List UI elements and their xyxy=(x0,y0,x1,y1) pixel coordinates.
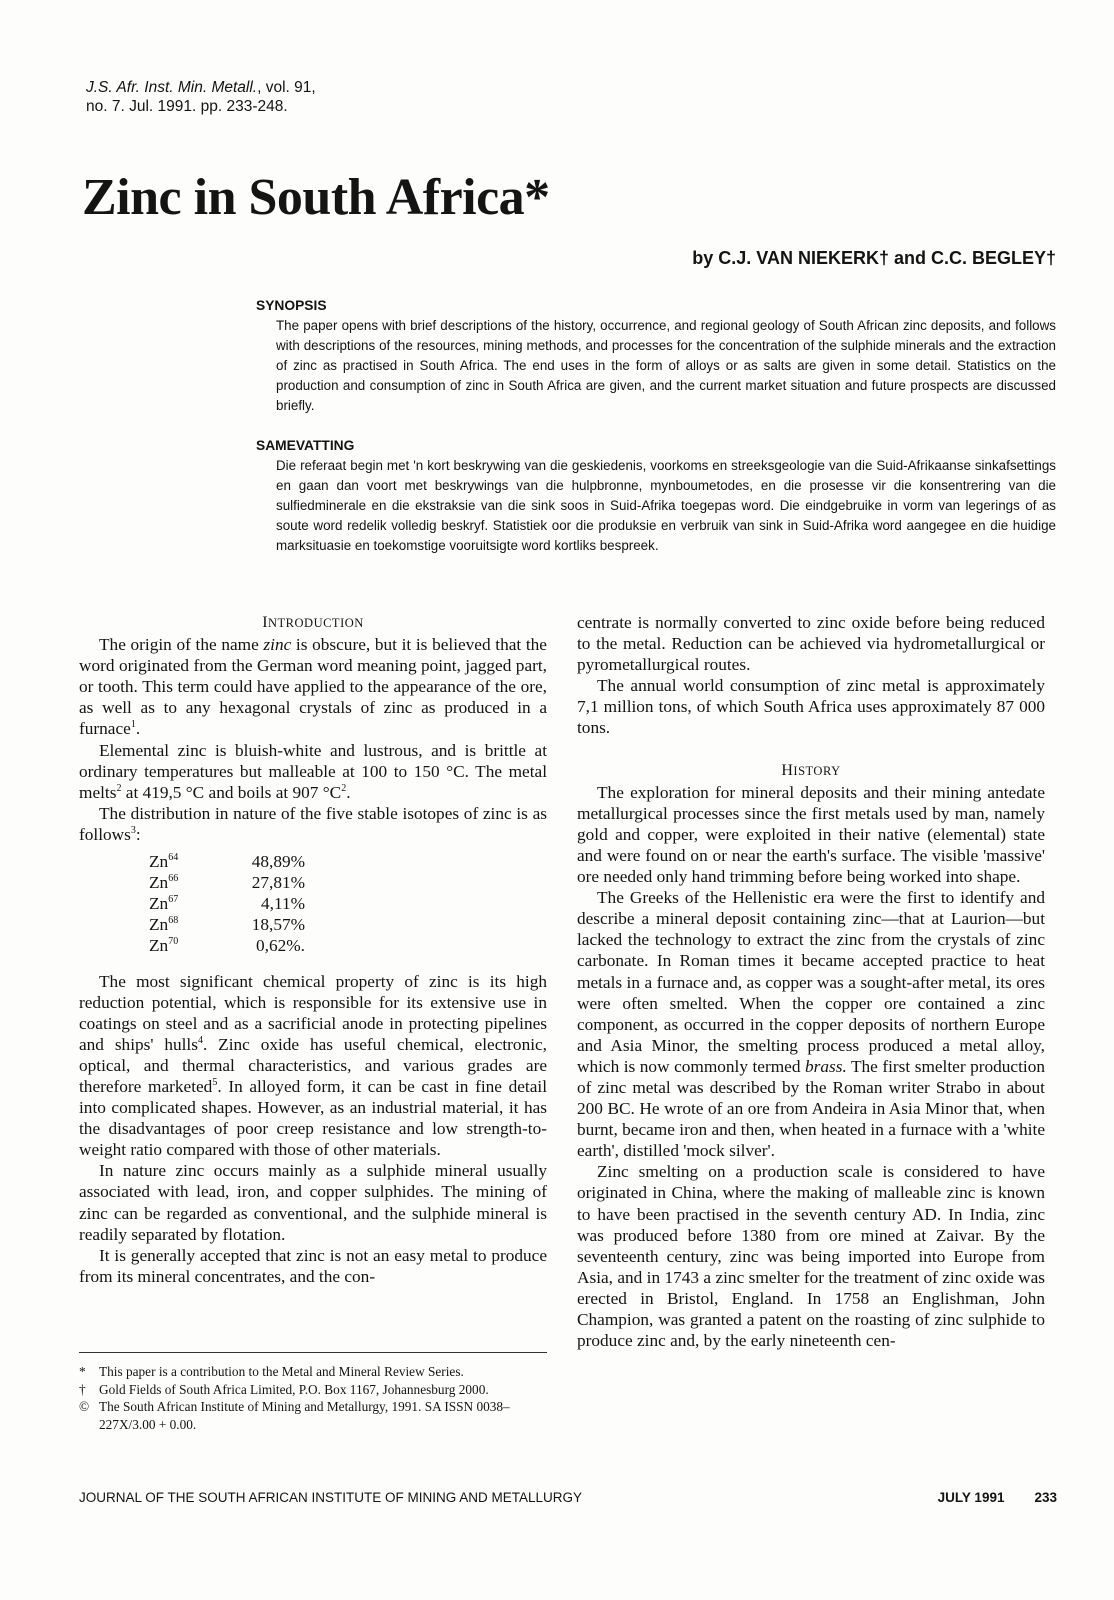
intro-paragraph-3: The distribution in nature of the five stable isotopes of zinc is as follows$^3$: xyxy=(79,803,547,844)
reference-marker: 2 xyxy=(341,782,347,794)
synopsis-text: The paper opens with brief descriptions of the history, occurrence, and regional geology of South African zinc deposits, and follows with descriptions of the resources, mining methods, and processes for the concentration of the sulphide minerals and the extraction of zinc as practised in South Africa. The end uses in the form of alloys or as salts are given in some detail. Statistics on the production and consumption of zinc in South Africa are given, and the current market situation and future prospects are discussed briefly. xyxy=(276,318,1056,413)
footer-right xyxy=(908,1490,1057,1505)
samevatting-text: Die referaat begin met 'n kort beskrywing van die geskiedenis, voorkoms en streeksgeologie van die Suid-Afrikaanse sinkafsettings en gaan dan voort met beskrywings van die hulpbronne, mynboumetodes, en die prosesse vir die konsentrering van die sulfiedminerale en die ekstraksie van die sink soos in Suid-Afrika toegepas word. Die eindgebruike in vorm van legerings of as soute word redelik volledig beskryf. Statistiek oor die produksie en verbruik van sink in Suid-Afrika word aangegee en die huidige marksituasie en toekomstige vooruitsigte word kortliks bespreek. xyxy=(276,458,1056,553)
isotope-row xyxy=(149,893,305,914)
history-paragraph-3: Zinc smelting on a production scale is considered to have originated in China, where the making of malleable zinc is known to have been practised in the seventh century AD. In India, zinc was produced before 1380 from ore mined at Zaivar. By the seventeenth century, zinc was being imported into Europe from Asia, and in 1743 a zinc smelter for the treatment of zinc oxide was erected in Bristol, England. In 1758 an Englishman, John Champion, was granted a patent on the roasting of zinc sulphide to produce zinc and, by the early nineteenth cen- xyxy=(577,1162,1045,1351)
footnote-text: Gold Fields of South Africa Limited, P.O. Box 1167, Johannesburg 2000. xyxy=(99,1381,489,1397)
footnote-text: The South African Institute of Mining and Metallurgy, 1991. SA ISSN 0038–227X/3.00 + 0.00. xyxy=(99,1399,510,1432)
article-title: Zinc in South Africa* xyxy=(82,169,550,226)
samevatting-heading: SAMEVATTING xyxy=(256,438,355,453)
citation-line-1 xyxy=(86,78,316,97)
intro-paragraph-7: The annual world consumption of zinc metal is approximately 7,1 million tons, of which South Africa uses approximately 87 000 tons. xyxy=(577,676,1045,738)
citation-line-2: no. 7. Jul. 1991. pp. 233-248. xyxy=(86,98,288,115)
isotope-abundance: 4,11% xyxy=(261,894,305,914)
citation xyxy=(86,78,316,116)
footnote-text: This paper is a contribution to the Metal and Mineral Review Series. xyxy=(99,1364,464,1379)
isotope-row xyxy=(149,914,305,935)
volume: , vol. 91, xyxy=(257,79,316,96)
reference-marker: 1 xyxy=(130,719,136,731)
isotope-row xyxy=(149,872,305,893)
intro-paragraph-2: Elemental zinc is bluish-white and lustrous, and is brittle at ordinary temperatures but malleable at 100 to 150 °C. The metal melts$^2$ at 419,5 °C and boils at 907 $^\circ C^2$. xyxy=(79,740,547,802)
intro-paragraph-6-continued: centrate is normally converted to zinc oxide before being reduced to the metal. Reduction can be achieved via hydrometallurgical or pyrometallurgical routes. xyxy=(577,613,1045,675)
isotope-abundance: 18,57% xyxy=(251,915,305,935)
intro-paragraph-6: It is generally accepted that zinc is not an easy metal to produce from its mineral concentrates, and the con- xyxy=(79,1245,547,1286)
isotope-abundance: 48,89% xyxy=(251,852,305,872)
history-paragraph-1: The exploration for mineral deposits and their mining antedate metallurgical processes since the first metals used by man, namely gold and copper, were exploited in their native (elemental) state and were found on or near the earth's surface. The visible 'massive' ore needed only hand trimming before being worked into shape. xyxy=(577,782,1045,887)
reference-marker: 2 xyxy=(116,782,122,794)
isotope-symbol: Zn$^{66}$ xyxy=(149,873,179,893)
intro-paragraph-5: In nature zinc occurs mainly as a sulphide mineral usually associated with lead, iron, and copper sulphides. The mining of zinc can be regarded as conventional, and the sulphide mineral is readily separated by flotation. xyxy=(79,1161,547,1244)
synopsis-heading: SYNOPSIS xyxy=(256,298,327,313)
history-paragraph-2: The Greeks of the Hellenistic era were the first to identify and describe a mineral deposit containing zinc—that at Laurion—but lacked the technology to extract the zinc from the crystals of zinc carbonate. In Roman times it became accepted practice to heat metals in a furnace and, as copper was a sought-after metal, its ores were often smelted. When the copper ore contained a zinc component, as occurred in the copper deposits of northern Europe and Asia Minor, the smelting process produced a metal alloy, which is now commonly termed brass. The first smelter production of zinc metal was described by the Roman writer Strabo in about 200 BC. He wrote of an ore from Andeira in Asia Minor that, when burnt, became iron and then, when heated in a furnace with a 'white earth', distilled 'mock silver'. xyxy=(577,888,1045,1161)
footer-journal: JOURNAL OF THE SOUTH AFRICAN INSTITUTE OF MINING AND METALLURGY xyxy=(79,1490,583,1505)
reference-marker: 5 xyxy=(212,1077,218,1089)
term-zinc: zinc xyxy=(263,635,292,655)
reference-marker: 3 xyxy=(130,825,136,837)
term-brass: brass. xyxy=(805,1056,847,1076)
isotope-symbol: Zn$^{64}$ xyxy=(149,852,179,872)
samevatting-block xyxy=(256,436,1056,556)
footnotes xyxy=(79,1352,547,1433)
footnote-mark: † xyxy=(79,1381,86,1397)
footnote-mark: © xyxy=(79,1399,90,1414)
journal-abbrev: J.S. Afr. Inst. Min. Metall. xyxy=(86,79,258,96)
footer-date: JULY 1991 xyxy=(937,1490,1005,1505)
page-footer xyxy=(79,1490,1057,1505)
right-column xyxy=(577,612,1045,1351)
footnote xyxy=(79,1398,547,1433)
author-line: by C.J. VAN NIEKERK† and C.C. BEGLEY† xyxy=(692,248,1056,268)
isotope-table xyxy=(149,851,305,956)
isotope-symbol: Zn$^{70}$ xyxy=(149,936,179,956)
isotope-abundance: 27,81% xyxy=(251,873,305,893)
isotope-symbol: Zn$^{68}$ xyxy=(149,915,179,935)
footnote-mark: * xyxy=(79,1364,86,1379)
reference-marker: 4 xyxy=(197,1035,203,1047)
isotope-row xyxy=(149,935,305,956)
page-number: 233 xyxy=(1034,1490,1057,1505)
isotope-abundance: 0,62%. xyxy=(256,936,305,956)
footnote xyxy=(79,1381,547,1399)
intro-paragraph-1: The origin of the name zinc is obscure, but it is believed that the word originated from the German word meaning point, jagged part, or tooth. This term could have applied to the appearance of the ore, as well as to any hexagonal crystals of zinc as produced in a furnace$^1$. xyxy=(79,635,547,739)
synopsis-block xyxy=(256,296,1056,416)
footnote xyxy=(79,1363,547,1381)
left-column xyxy=(79,612,547,1287)
intro-paragraph-4: The most significant chemical property of zinc is its high reduction potential, which is responsible for its extensive use in coatings on steel and as a sacrificial anode in protecting pipelines and ships' hulls$^4$. Zinc oxide has useful chemical, electronic, optical, and thermal characteristics, and various grades are therefore marketed$^5$. In alloyed form, it can be cast in fine detail into complicated shapes. However, as an industrial material, it has the disadvantages of poor creep resistance and low strength-to-weight ratio compared with those of other materials. xyxy=(79,971,548,1160)
introduction-heading: INTRODUCTION xyxy=(262,614,364,631)
history-heading: HISTORY xyxy=(781,761,841,779)
isotope-row xyxy=(149,851,305,872)
isotope-symbol: Zn$^{67}$ xyxy=(149,894,179,914)
